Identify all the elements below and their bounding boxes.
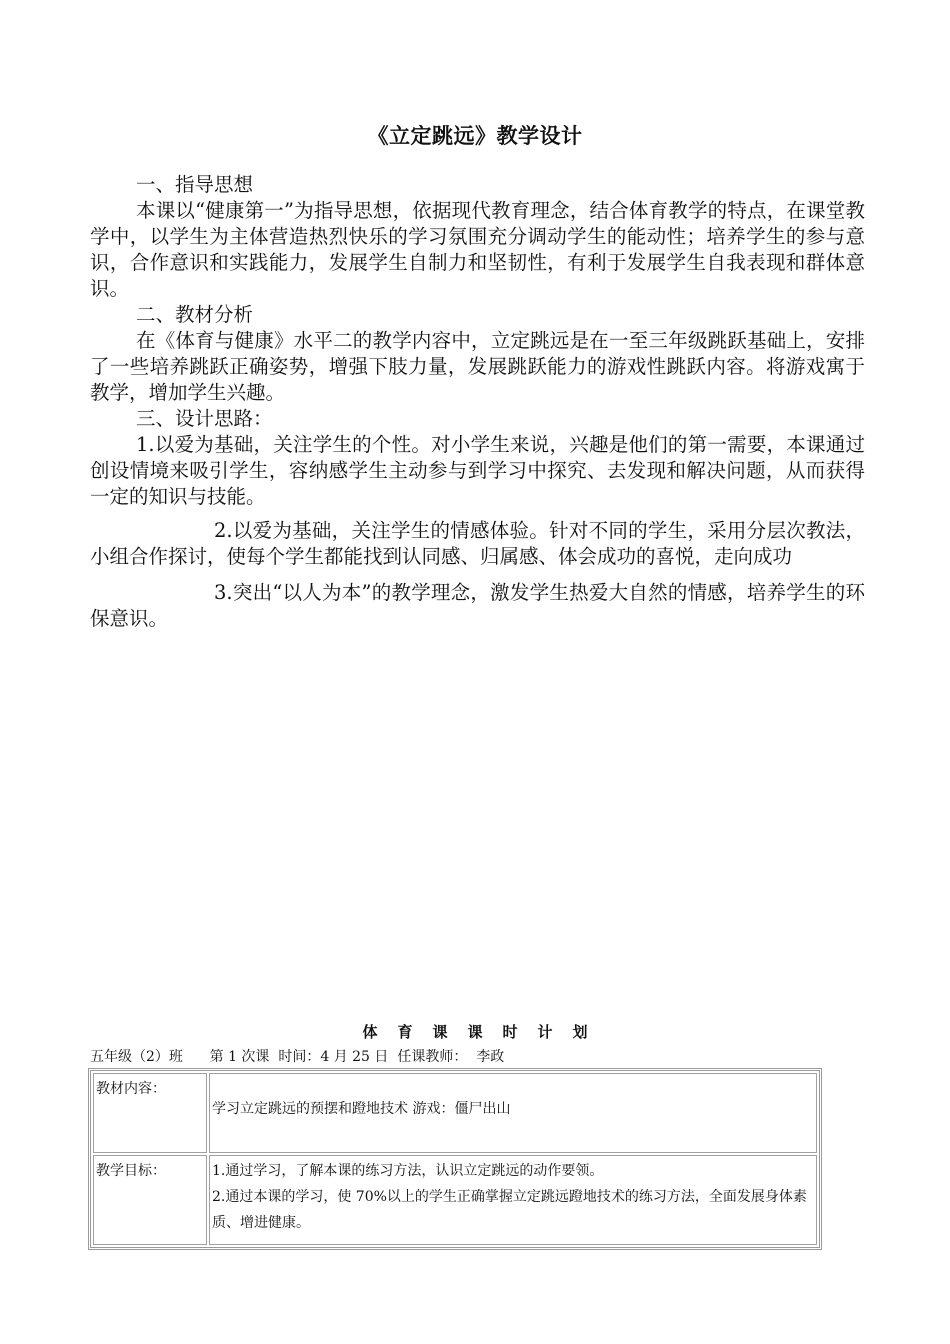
section-heading-material-analysis: 二、教材分析 [136, 303, 254, 326]
plan-title: 体育课课时计划 [362, 1023, 608, 1041]
plan-meta-line [90, 1046, 504, 1066]
paragraph-design-point-3: 3.突出“以人为本”的教学理念，激发学生热爱大自然的情感，培养学生的环保意识。 [90, 581, 865, 630]
goal-line: 1.通过学习，了解本课的练习方法，认识立定跳远的动作要领。 [212, 1163, 604, 1179]
plan-class: 五年级（2）班 [90, 1049, 183, 1065]
goal-line: 2.通过本课的学习，使 70%以上的学生正确掌握立定跳远蹬地技术的练习方法，全面发展身体素质、增进健康。 [212, 1189, 807, 1231]
paragraph-guiding-idea: 本课以“健康第一”为指导思想，依据现代教育理念，结合体育教学的特点，在课堂教学中，以学生为主体营造热烈快乐的学习氛围充分调动学生的能动性；培养学生的参与意识，合作意识和实践能力，发展学生自制力和坚韧性，有利于发展学生自我表现和群体意识。 [90, 199, 865, 300]
table-row [93, 1155, 817, 1245]
section-heading-guiding-idea: 一、指导思想 [136, 173, 254, 196]
row-label-content: 教材内容： [93, 1073, 207, 1153]
paragraph-design-point-1: 1.以爱为基础，关注学生的个性。对小学生来说，兴趣是他们的第一需要，本课通过创设情境来吸引学生，容纳感学生主动参与到学习中探究、去发现和解决问题，从而获得一定的知识与技能。 [90, 433, 865, 508]
section-heading-design-thinking: 三、设计思路： [136, 407, 273, 430]
row-label-goals: 教学目标： [93, 1155, 207, 1245]
paragraph-material-analysis: 在《体育与健康》水平二的教学内容中，立定跳远是在一至三年级跳跃基础上，安排了一些培养跳跃正确姿势，增强下肢力量，发展跳跃能力的游戏性跳跃内容。将游戏寓于教学，增加学生兴趣。 [90, 329, 865, 404]
plan-time: 时间：4 月 25 日 [278, 1049, 389, 1065]
document-title: 《立定跳远》教学设计 [367, 124, 583, 148]
lesson-plan-table [88, 1068, 822, 1250]
content-text: 学习立定跳远的预摆和蹬地技术 游戏：僵尸出山 [212, 1101, 511, 1117]
row-value-content [209, 1073, 817, 1153]
plan-teacher: 任课教师： 李政 [397, 1049, 505, 1065]
paragraph-design-point-2: 2.以爱为基础，关注学生的情感体验。针对不同的学生，采用分层次教法，小组合作探讨，使每个学生都能找到认同感、归属感、体会成功的喜悦，走向成功 [90, 519, 865, 568]
plan-lesson-number: 第 1 次课 [209, 1049, 270, 1065]
row-value-goals [209, 1155, 817, 1245]
table-row [93, 1073, 817, 1153]
document-body [90, 172, 865, 632]
